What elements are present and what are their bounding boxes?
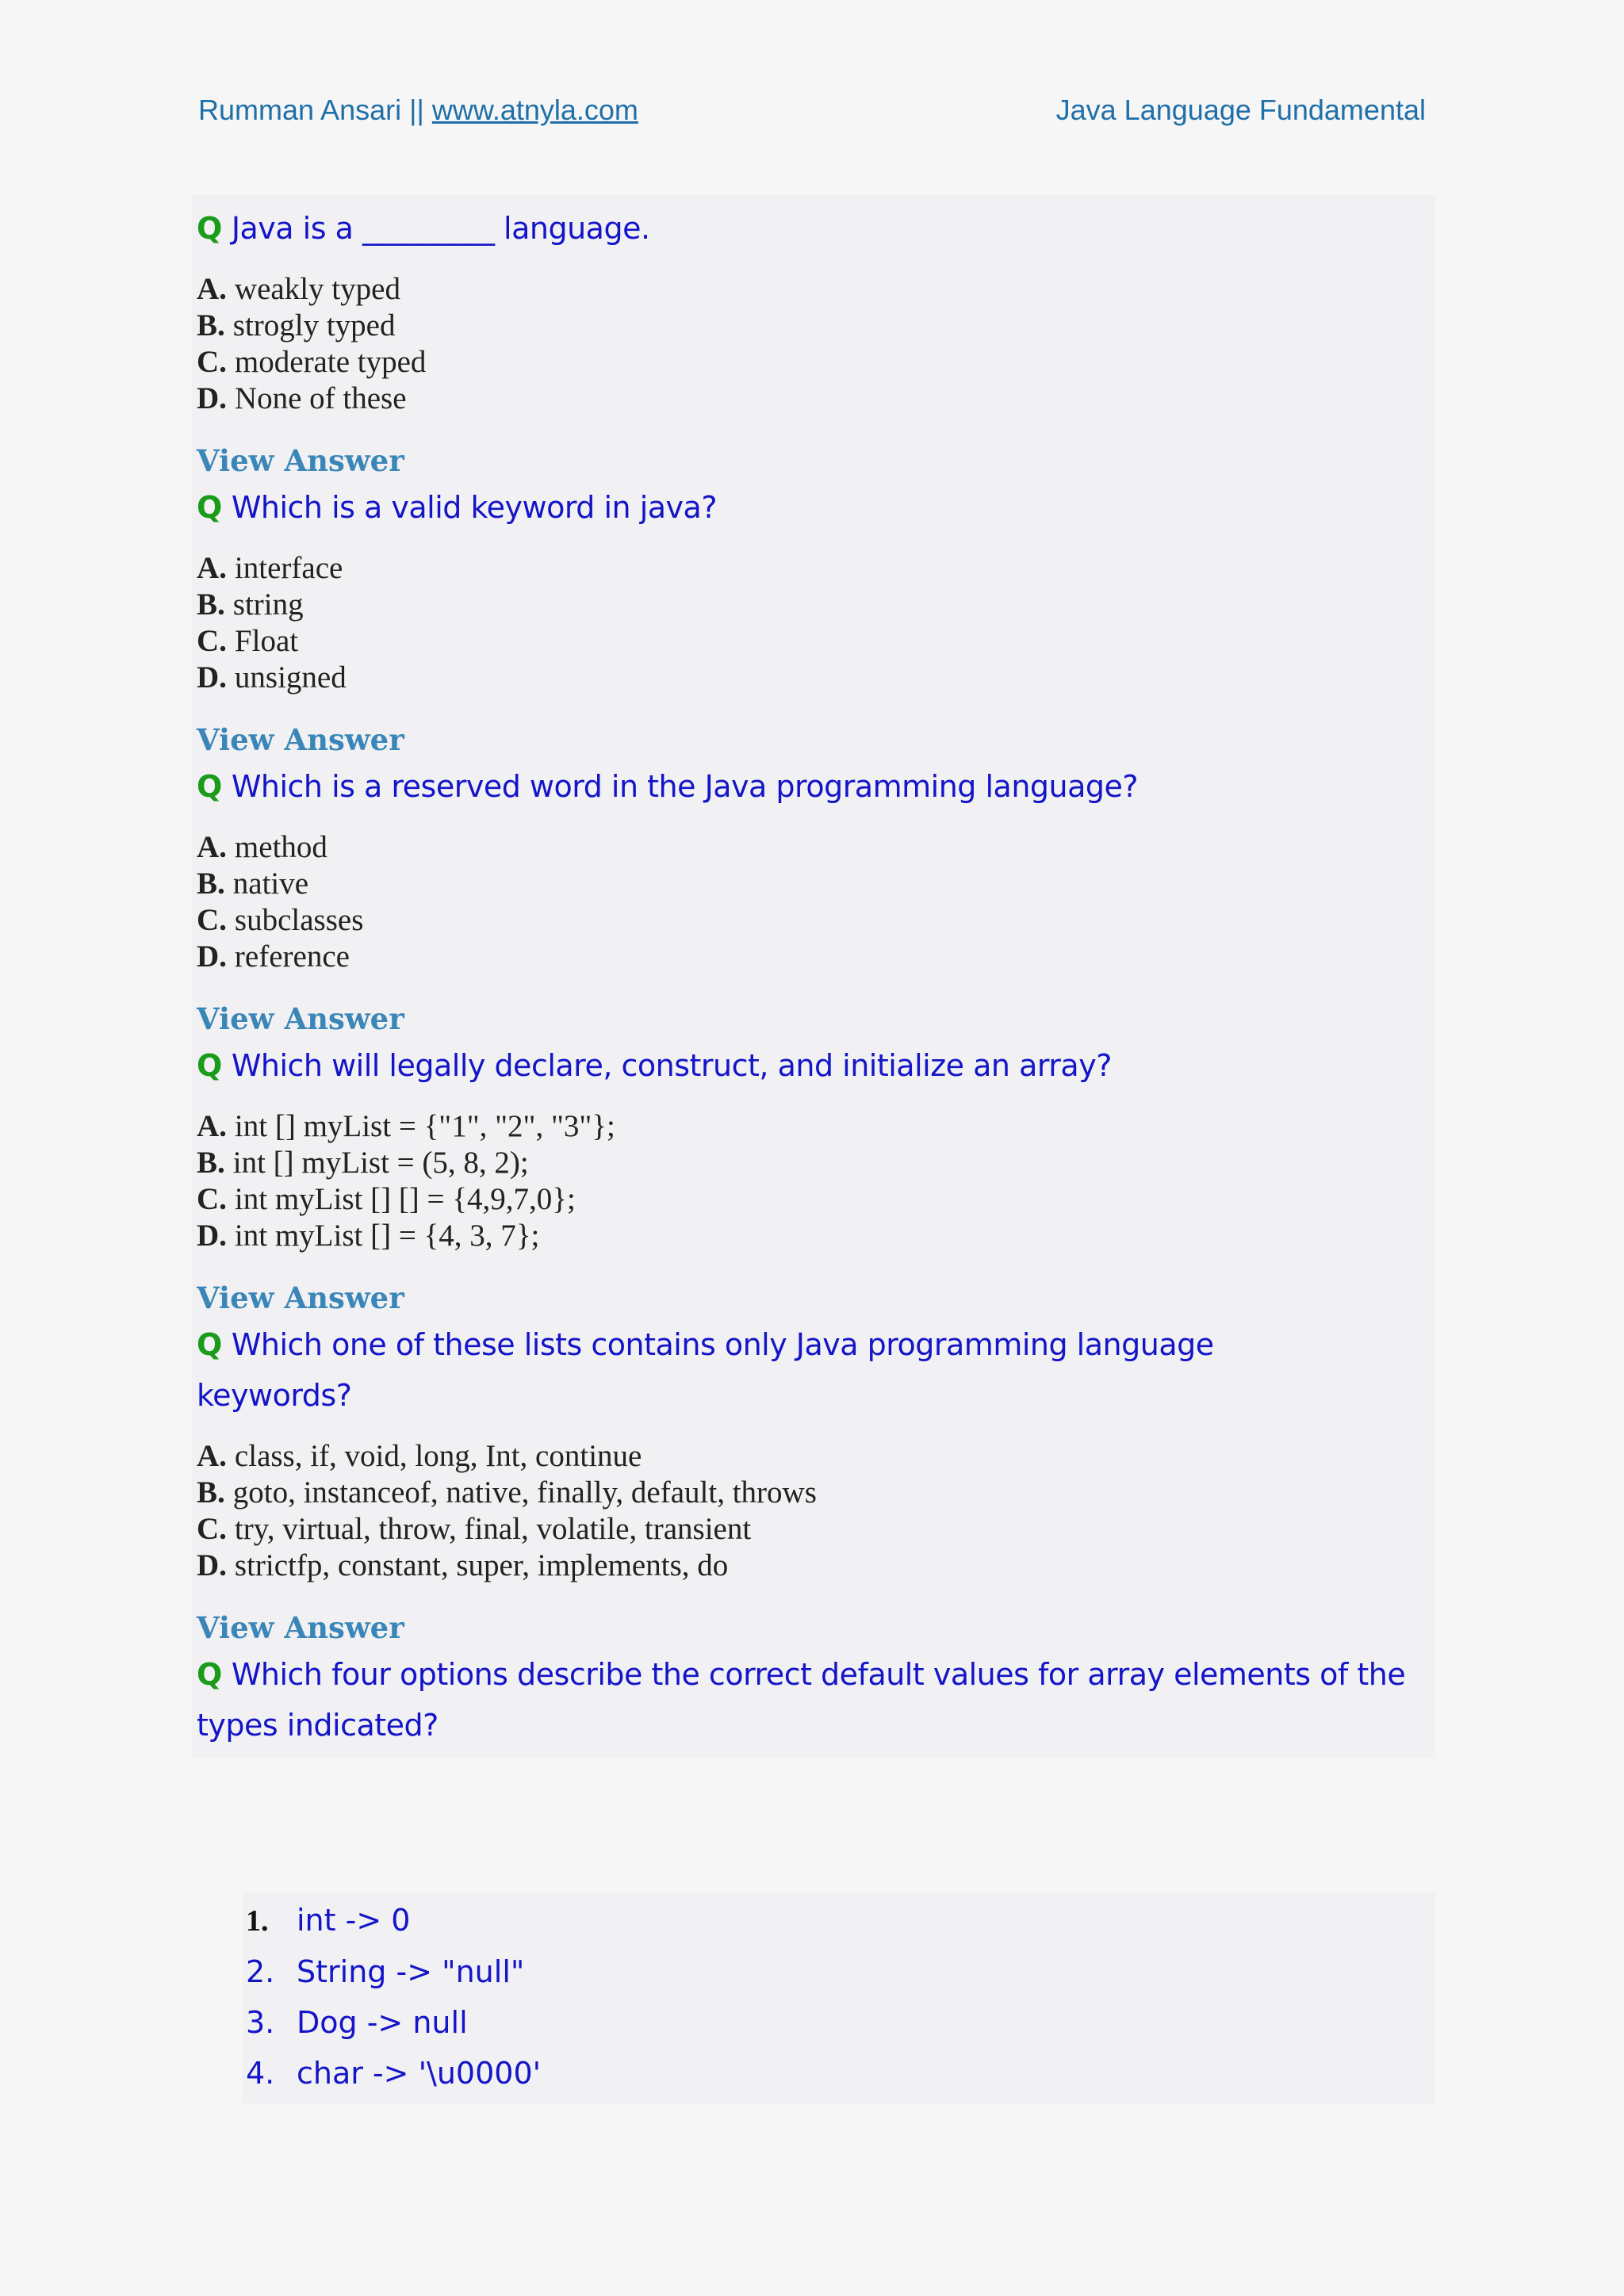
- options-list: [197, 1438, 1435, 1584]
- option-letter: D.: [197, 660, 227, 695]
- q-marker: Q: [197, 1327, 222, 1362]
- option-letter: A.: [197, 272, 227, 306]
- question-text: [197, 1319, 1323, 1421]
- options-list: [197, 829, 1435, 975]
- list-item-text: int -> 0: [297, 1903, 411, 1938]
- option-letter: C.: [197, 1512, 227, 1546]
- header-author: Rumman Ansari ||: [198, 94, 424, 126]
- question-text: [197, 1649, 1434, 1751]
- view-answer-link-5[interactable]: View Answer: [197, 1610, 404, 1645]
- header-doc-title: Java Language Fundamental: [1055, 94, 1426, 126]
- option-letter: D.: [197, 381, 227, 415]
- q-marker: Q: [197, 211, 222, 246]
- header-author-block: [198, 94, 638, 127]
- option-letter: C.: [197, 903, 227, 937]
- option-letter: D.: [197, 1219, 227, 1253]
- question-6-text: Which four options describe the correct default values for array elements of the types indicated?: [197, 1657, 1406, 1743]
- question-1: [192, 203, 1435, 480]
- option-text: method: [234, 830, 327, 864]
- list-index: 4.: [246, 2056, 275, 2091]
- option-text: weakly typed: [234, 272, 400, 306]
- option-d: [197, 381, 1435, 417]
- option-text: try, virtual, throw, final, volatile, transient: [234, 1512, 752, 1546]
- option-text: int myList [] = {4, 3, 7};: [234, 1219, 540, 1253]
- option-text: class, if, void, long, Int, continue: [234, 1439, 642, 1473]
- option-c: [197, 344, 1435, 381]
- q-marker: Q: [197, 1657, 222, 1692]
- option-letter: D.: [197, 1548, 227, 1582]
- options-list: [197, 1108, 1435, 1254]
- option-d: [197, 1218, 1435, 1254]
- option-letter: B.: [197, 1475, 225, 1510]
- question-3: [192, 761, 1435, 1039]
- option-letter: B.: [197, 587, 225, 622]
- list-index: 3.: [246, 2005, 275, 2040]
- option-letter: A.: [197, 551, 227, 585]
- option-text: int myList [] [] = {4,9,7,0};: [234, 1182, 576, 1216]
- option-text: goto, instanceof, native, finally, default, throws: [232, 1475, 817, 1510]
- option-text: strogly typed: [232, 308, 396, 342]
- option-text: strictfp, constant, super, implements, do: [234, 1548, 729, 1582]
- option-c: [197, 1181, 1435, 1218]
- list-index: 1.: [246, 1904, 269, 1938]
- view-answer-link-2[interactable]: View Answer: [197, 722, 404, 757]
- option-letter: B.: [197, 308, 225, 342]
- option-d: [197, 660, 1435, 696]
- question-1-text: Java is a _________ language.: [231, 211, 650, 246]
- option-letter: C.: [197, 624, 227, 658]
- list-item: [243, 2048, 1435, 2099]
- default-values-list: [243, 1892, 1435, 2103]
- option-a: [197, 1108, 1435, 1145]
- option-letter: C.: [197, 1182, 227, 1216]
- option-letter: B.: [197, 867, 225, 901]
- question-6: [192, 1649, 1435, 1751]
- view-answer-link-4[interactable]: View Answer: [197, 1280, 404, 1315]
- option-c: [197, 1511, 1435, 1548]
- option-b: [197, 1475, 1435, 1511]
- option-a: [197, 550, 1435, 587]
- question-text: [197, 761, 1435, 812]
- options-list: [197, 550, 1435, 696]
- option-text: string: [232, 587, 304, 622]
- question-4-text: Which will legally declare, construct, and initialize an array?: [231, 1048, 1112, 1083]
- option-text: native: [232, 867, 309, 901]
- list-item-text: String -> "null": [297, 1954, 525, 1989]
- options-list: [197, 271, 1435, 417]
- option-text: None of these: [234, 381, 407, 415]
- question-text: [197, 482, 1435, 533]
- list-item: [243, 1946, 1435, 1997]
- list-item: [243, 1895, 1435, 1946]
- option-letter: A.: [197, 1109, 227, 1143]
- option-a: [197, 1438, 1435, 1475]
- list-item-text: Dog -> null: [297, 2005, 468, 2040]
- question-4: [192, 1040, 1435, 1318]
- option-text: unsigned: [234, 660, 347, 695]
- option-d: [197, 939, 1435, 975]
- option-text: moderate typed: [234, 345, 427, 379]
- list-index: 2.: [246, 1954, 275, 1989]
- option-c: [197, 623, 1435, 660]
- q-marker: Q: [197, 769, 222, 804]
- q-marker: Q: [197, 1048, 222, 1083]
- option-c: [197, 902, 1435, 939]
- option-letter: C.: [197, 345, 227, 379]
- option-text: reference: [234, 939, 350, 974]
- questions-container: [192, 195, 1435, 1758]
- option-text: subclasses: [234, 903, 364, 937]
- option-a: [197, 271, 1435, 308]
- option-letter: A.: [197, 1439, 227, 1473]
- list-item: [243, 1997, 1435, 2048]
- option-text: int [] myList = {"1", "2", "3"};: [234, 1109, 615, 1143]
- option-b: [197, 1145, 1435, 1181]
- option-text: int [] myList = (5, 8, 2);: [232, 1146, 529, 1180]
- question-3-text: Which is a reserved word in the Java programming language?: [231, 769, 1139, 804]
- question-5-text: Which one of these lists contains only Java programming language keywords?: [197, 1327, 1214, 1413]
- option-a: [197, 829, 1435, 866]
- view-answer-link-1[interactable]: View Answer: [197, 443, 404, 478]
- option-d: [197, 1548, 1435, 1584]
- option-b: [197, 308, 1435, 344]
- option-b: [197, 587, 1435, 623]
- option-letter: A.: [197, 830, 227, 864]
- question-5: [192, 1319, 1435, 1647]
- header-website-link[interactable]: www.atnyla.com: [431, 94, 638, 126]
- option-letter: D.: [197, 939, 227, 974]
- option-text: Float: [234, 624, 299, 658]
- option-letter: B.: [197, 1146, 225, 1180]
- question-2: [192, 482, 1435, 760]
- q-marker: Q: [197, 490, 222, 525]
- view-answer-link-3[interactable]: View Answer: [197, 1001, 404, 1036]
- option-b: [197, 866, 1435, 902]
- question-text: [197, 1040, 1435, 1091]
- list-item-text: char -> '\u0000': [297, 2056, 542, 2091]
- option-text: interface: [234, 551, 343, 585]
- question-2-text: Which is a valid keyword in java?: [231, 490, 717, 525]
- question-text: [197, 203, 1435, 254]
